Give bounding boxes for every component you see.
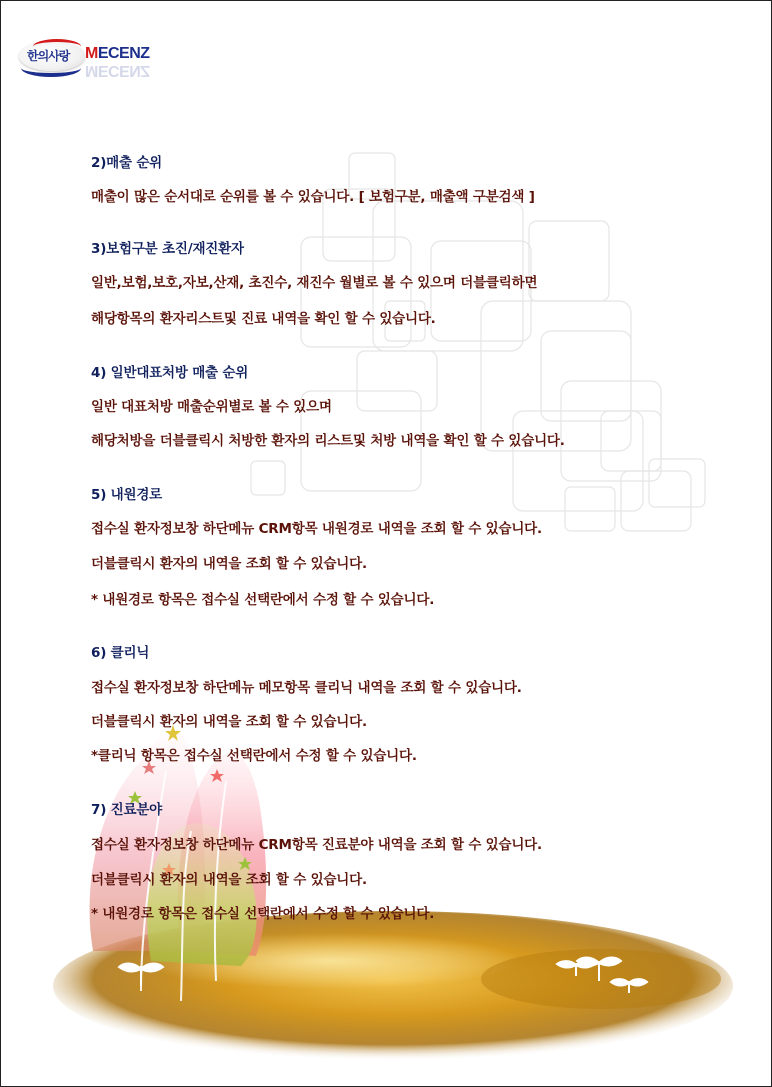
section-text: 매출이 많은 순서대로 순위를 볼 수 있습니다. [ 보험구분, 매출액 구분검색 ] (91, 189, 535, 205)
section-heading-clinic: 6) 클리닉 (91, 645, 150, 661)
section-heading-insurance: 3)보험구분 초진/재진환자 (91, 241, 244, 257)
section-heading-sales-rank: 2)매출 순위 (91, 155, 163, 171)
section-note: * 내원경로 항목은 접수실 선택란에서 수정 할 수 있습니다. (91, 906, 435, 922)
section-heading-prescription-rank: 4) 일반대표처방 매출 순위 (91, 365, 249, 381)
section-heading-treatment-field: 7) 진료분야 (91, 802, 163, 818)
logo-korean-text: 한의사랑 (27, 49, 70, 63)
section-text: 접수실 환자정보창 하단메뉴 메모항목 클리닉 내역을 조회 할 수 있습니다. (91, 680, 522, 696)
section-text: 해당처방을 더블클릭시 처방한 환자의 리스트및 처방 내역을 확인 할 수 있습니다. (91, 433, 565, 449)
section-text: 접수실 환자정보창 하단메뉴 CRM항목 내원경로 내역을 조회 할 수 있습니다. (91, 521, 542, 537)
section-text: 해당항목의 환자리스트및 진료 내역을 확인 할 수 있습니다. (91, 311, 436, 327)
section-text: 일반,보험,보호,자보,산재, 초진수, 재진수 월별로 볼 수 있으며 더블클릭하면 (91, 275, 538, 291)
section-text: 일반 대표처방 매출순위별로 볼 수 있으며 (91, 399, 332, 415)
section-heading-visit-route: 5) 내원경로 (91, 487, 163, 503)
section-text: 더블클릭시 환자의 내역을 조회 할 수 있습니다. (91, 556, 367, 572)
section-text: 접수실 환자정보창 하단메뉴 CRM항목 진료분야 내역을 조회 할 수 있습니다. (91, 837, 542, 853)
logo-brand-m: M (85, 45, 98, 62)
section-text: 더블클릭시 환자의 내역을 조회 할 수 있습니다. (91, 714, 367, 730)
logo-brand-reflection: MECENZ (85, 62, 150, 79)
section-note: * 내원경로 항목은 접수실 선택란에서 수정 할 수 있습니다. (91, 592, 435, 608)
logo-brand-rest: ECENZ (97, 45, 150, 62)
section-note: *클리닉 항목은 접수실 선택란에서 수정 할 수 있습니다. (91, 748, 417, 764)
section-text: 더블클릭시 환자의 내역을 조회 할 수 있습니다. (91, 872, 367, 888)
